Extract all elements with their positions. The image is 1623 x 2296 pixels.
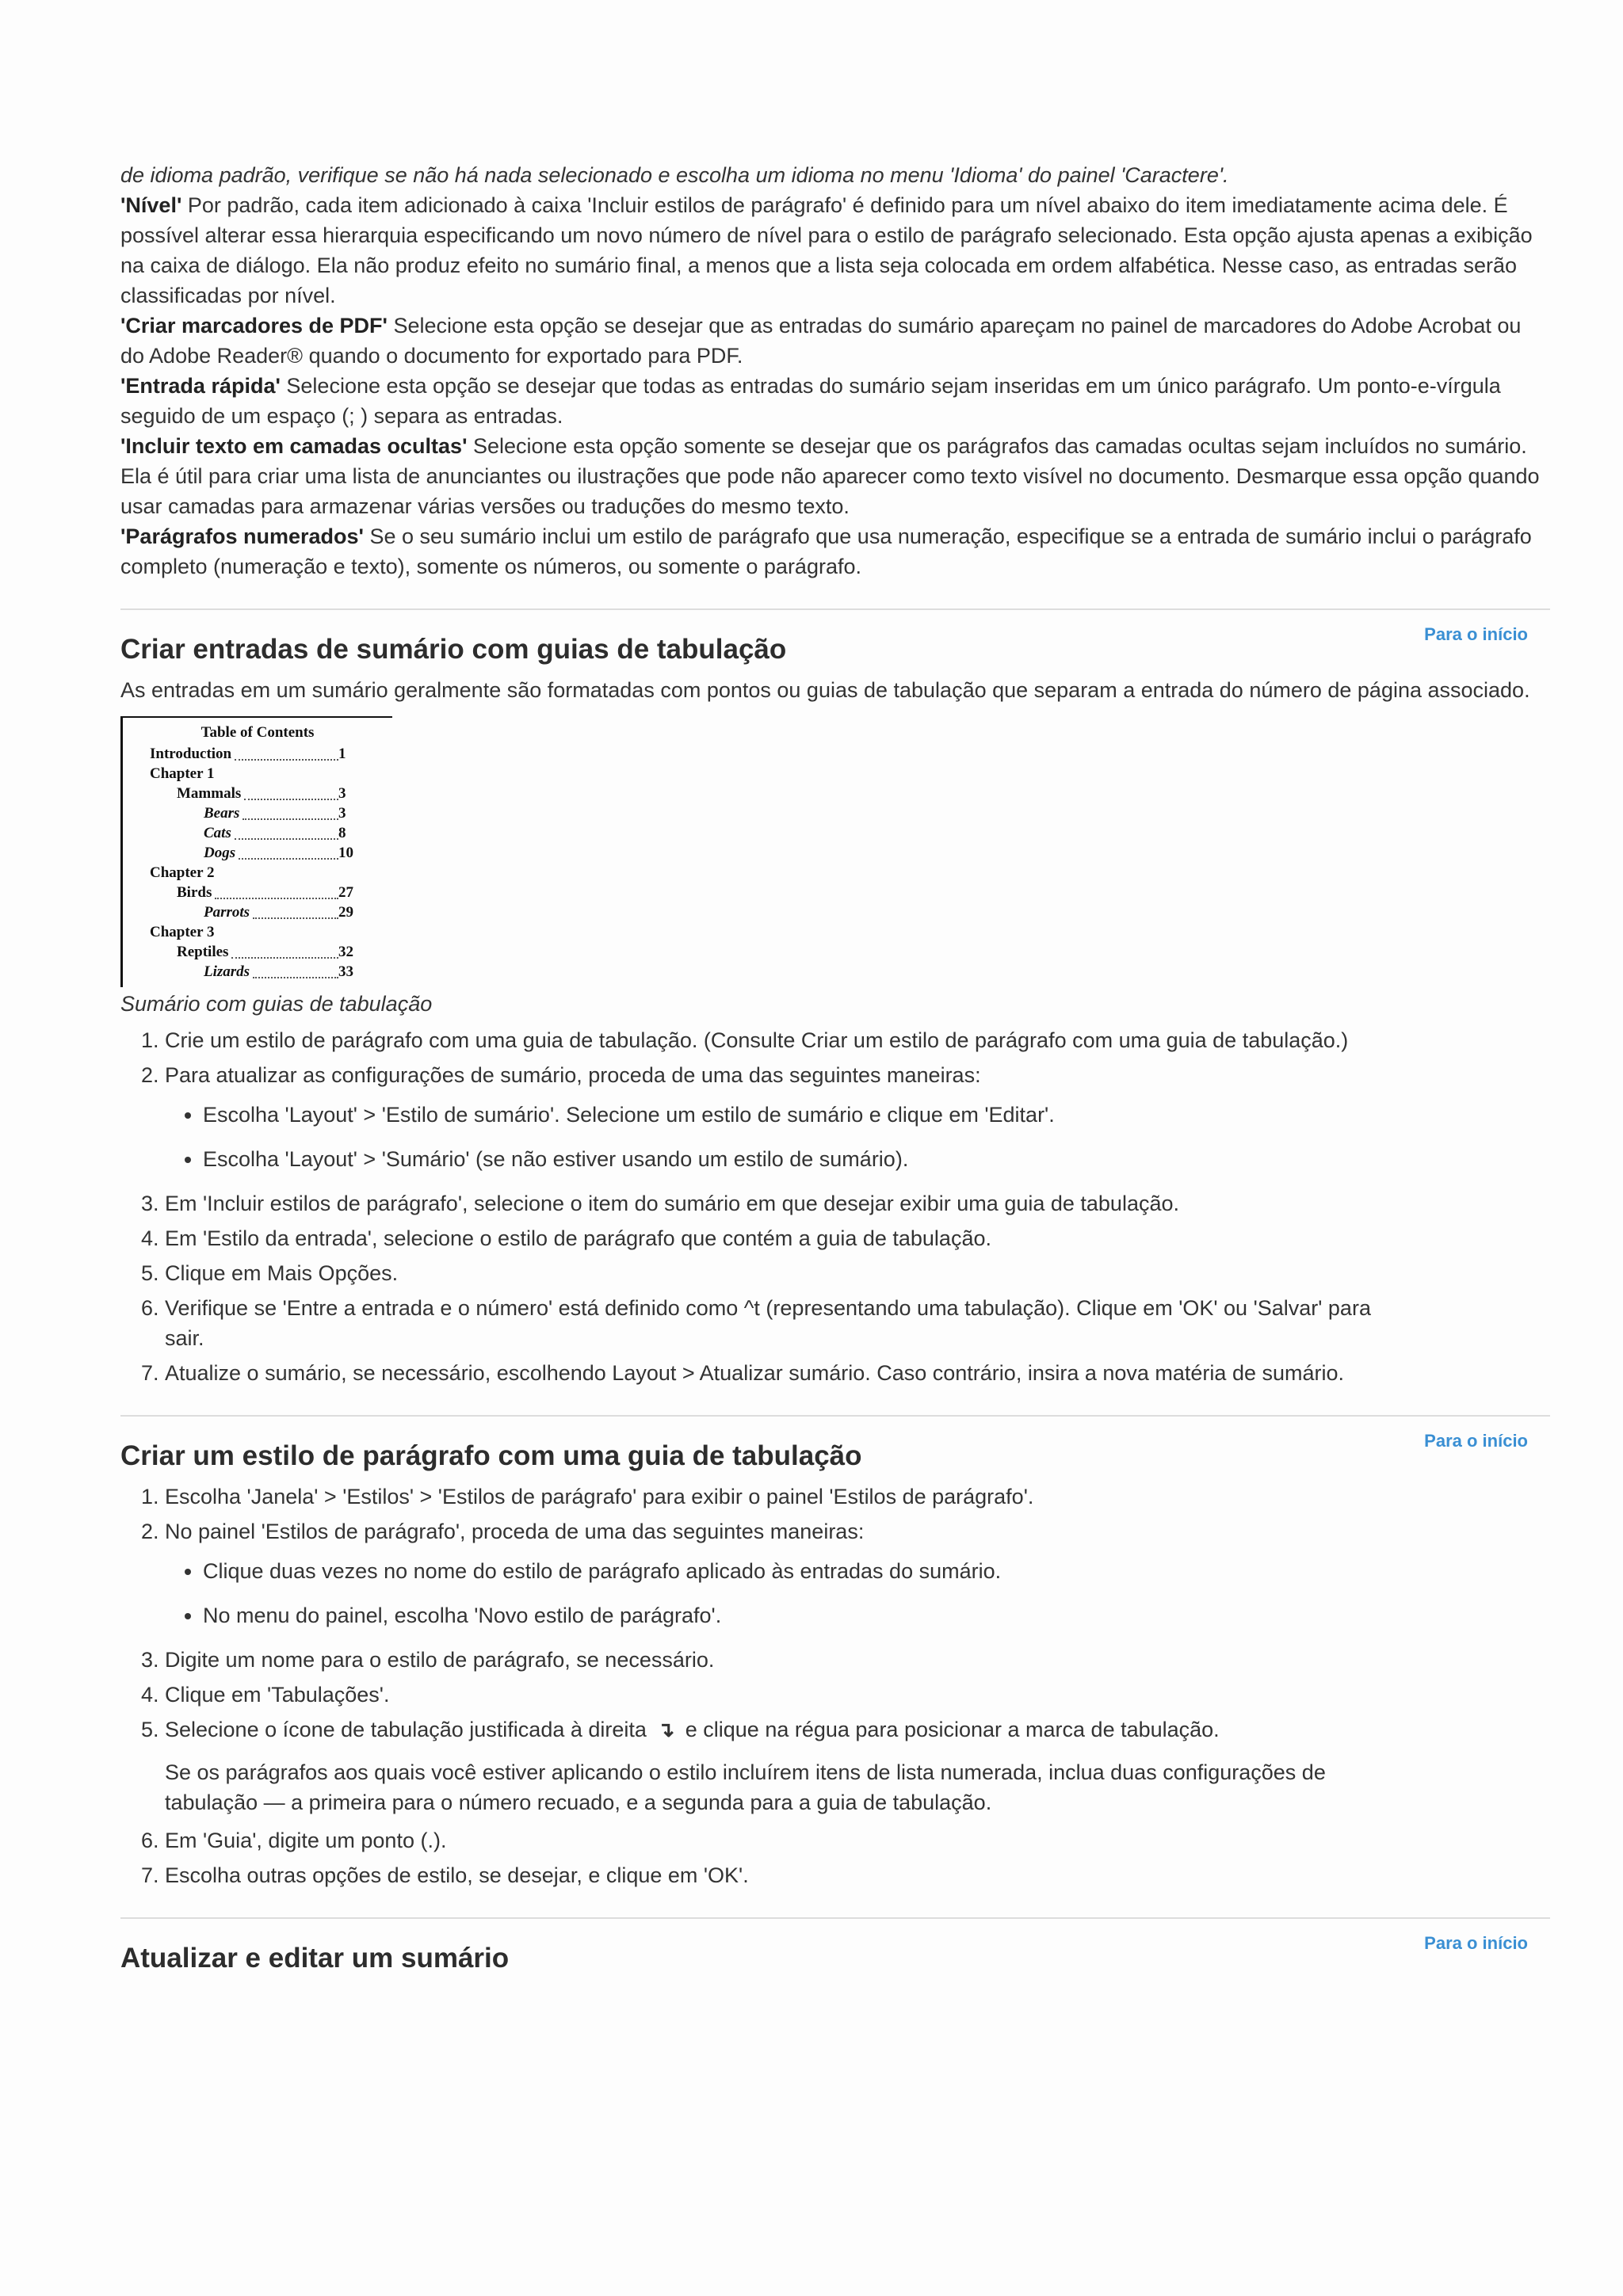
section-paragraph-style	[120, 1415, 1550, 1890]
step-item: 4. Clique em 'Tabulações'.	[165, 1680, 1401, 1710]
toc-entry-label: Lizards	[204, 963, 250, 980]
definition-term: 'Entrada rápida'	[120, 374, 281, 398]
step-item	[165, 1516, 1401, 1630]
step-text: Para atualizar as configurações de sumário, proceda de uma das seguintes maneiras:	[165, 1063, 981, 1087]
toc-row	[123, 843, 392, 863]
step-item: 3. Em 'Incluir estilos de parágrafo', selecione o item do sumário em que desejar exibir uma guia de tabulação.	[165, 1188, 1401, 1219]
section-tab-entries	[120, 608, 1550, 1388]
section-title: Criar entradas de sumário com guias de tabulação	[120, 634, 787, 665]
toc-dot-leader	[239, 838, 338, 860]
toc-row	[123, 744, 392, 764]
definition-term: 'Incluir texto em camadas ocultas'	[120, 434, 468, 458]
toc-entry-label: Parrots	[204, 904, 250, 921]
toc-page-number: 8	[338, 825, 346, 841]
figure-caption: Sumário com guias de tabulação	[120, 992, 433, 1016]
definition-entrada-rapida	[120, 371, 1550, 431]
back-to-top-link[interactable]: Para o início	[1424, 1431, 1528, 1451]
section-lead: As entradas em um sumário geralmente são formatadas com pontos ou guias de tabulação que separam a entrada do número de página associado.	[120, 678, 1530, 702]
toc-dot-leader	[215, 878, 338, 899]
section-update-toc	[120, 1917, 1550, 1978]
definition-criar-marcadores	[120, 311, 1550, 371]
toc-page-number: 27	[338, 884, 353, 901]
toc-example-image	[120, 716, 392, 987]
definition-text: Se o seu sumário inclui um estilo de parágrafo que usa numeração, especifique se a entrada de sumário inclui o parágrafo completo (numeração e texto), somente os números, ou somente o parágrafo.	[120, 524, 1532, 578]
step-text: No painel 'Estilos de parágrafo', proceda de uma das seguintes maneiras:	[165, 1520, 865, 1543]
back-to-top-link[interactable]: Para o início	[1424, 1933, 1528, 1953]
toc-dot-leader	[242, 799, 338, 820]
step-item: 7. Atualize o sumário, se necessário, escolhendo Layout > Atualizar sumário. Caso contrário, insira a nova matéria de sumário.	[165, 1358, 1401, 1388]
back-to-top-link[interactable]: Para o início	[1424, 624, 1528, 644]
step-item: 5. Clique em Mais Opções.	[165, 1258, 1401, 1288]
bullet-item: • No menu do painel, escolha 'Novo estilo de parágrafo'.	[203, 1600, 1401, 1630]
definition-term: 'Parágrafos numerados'	[120, 524, 364, 548]
content-column	[120, 160, 1550, 1978]
toc-dot-leader	[244, 779, 338, 800]
toc-dot-leader	[235, 739, 338, 761]
definition-term: 'Criar marcadores de PDF'	[120, 314, 388, 338]
definition-incluir-texto	[120, 431, 1550, 521]
step-note: Se os parágrafos aos quais você estiver aplicando o estilo incluírem itens de lista numerada, inclua duas configurações de tabulação — a primeira para o número recuado, e a segunda para a guia de tabulação.	[165, 1760, 1326, 1814]
definition-text: Por padrão, cada item adicionado à caixa 'Incluir estilos de parágrafo' é definido para um nível abaixo do item imediatamente acima dele. É possível alterar essa hierarquia especificando um novo número de nível para o estilo de parágrafo selecionado. Esta opção ajusta apenas a exibição na caixa de diálogo. Ela não produz efeito no sumário final, a menos que a lista seja colocada em ordem alfabética. Nesse caso, as entradas serão classificadas por nível.	[120, 193, 1533, 307]
definition-text: Selecione esta opção se desejar que todas as entradas do sumário sejam inseridas em um único parágrafo. Um ponto-e-vírgula seguido de um espaço (; ) separa as entradas.	[120, 374, 1501, 428]
toc-entry-label: Cats	[204, 825, 231, 841]
step-text-suffix: e clique na régua para posicionar a marca de tabulação.	[685, 1718, 1220, 1741]
toc-dot-leader	[253, 898, 338, 919]
steps-list	[120, 1482, 1550, 1890]
bullet-item: • Escolha 'Layout' > 'Estilo de sumário'. Selecione um estilo de sumário e clique em 'Editar'.	[203, 1100, 1401, 1130]
bullet-list	[165, 1556, 1401, 1630]
toc-dot-leader	[231, 937, 338, 959]
toc-entry-label: Chapter 1	[150, 765, 215, 782]
section-title: Criar um estilo de parágrafo com uma guia de tabulação	[120, 1440, 862, 1471]
step-item: 6. Verifique se 'Entre a entrada e o número' está definido como ^t (representando uma tabulação). Clique em 'OK' ou 'Salvar' para sair.	[165, 1293, 1401, 1353]
toc-entry-label: Reptiles	[177, 944, 229, 960]
section-title: Atualizar e editar um sumário	[120, 1943, 510, 1974]
step-item	[165, 1060, 1401, 1174]
bullet-item: • Clique duas vezes no nome do estilo de parágrafo aplicado às entradas do sumário.	[203, 1556, 1401, 1586]
definition-text: Selecione esta opção se desejar que as entradas do sumário apareçam no painel de marcadores do Adobe Acrobat ou do Adobe Reader® quando o documento for exportado para PDF.	[120, 314, 1522, 368]
step-text: Selecione o ícone de tabulação justificada à direita	[165, 1718, 647, 1741]
toc-entry-label: Chapter 2	[150, 864, 215, 881]
toc-page-number: 3	[338, 785, 346, 802]
toc-page-number: 3	[338, 805, 346, 822]
right-justified-tab-icon: ↴	[657, 1718, 675, 1741]
toc-dot-leader	[253, 957, 338, 978]
bullet-list	[165, 1100, 1401, 1174]
step-item: 1. Escolha 'Janela' > 'Estilos' > 'Estilos de parágrafo' para exibir o painel 'Estilos de parágrafo'.	[165, 1482, 1401, 1512]
toc-entry-label: Mammals	[177, 785, 242, 802]
definition-paragrafos-numerados	[120, 521, 1550, 582]
toc-entry-label: Dogs	[204, 845, 236, 861]
step-item: 6. Em 'Guia', digite um ponto (.).	[165, 1825, 1401, 1855]
definition-nivel	[120, 190, 1550, 311]
toc-entry-label: Chapter 3	[150, 924, 215, 940]
toc-page-number: 29	[338, 904, 353, 921]
step-item: 4. Em 'Estilo da entrada', selecione o estilo de parágrafo que contém a guia de tabulação.	[165, 1223, 1401, 1253]
toc-title: Table of Contents	[200, 724, 315, 741]
definition-term: 'Nível'	[120, 193, 182, 217]
bullet-item: • Escolha 'Layout' > 'Sumário' (se não estiver usando um estilo de sumário).	[203, 1144, 1401, 1174]
step-item	[165, 1714, 1401, 1817]
toc-entry-label: Birds	[177, 884, 212, 901]
toc-page-number: 1	[338, 746, 346, 762]
toc-dot-leader	[235, 818, 338, 840]
step-item: 7. Escolha outras opções de estilo, se desejar, e clique em 'OK'.	[165, 1860, 1401, 1890]
definition-text: Selecione esta opção somente se desejar que os parágrafos das camadas ocultas sejam incluídos no sumário. Ela é útil para criar uma lista de anunciantes ou ilustrações que pode não aparecer como texto visível no documento. Desmarque essa opção quando usar camadas para armazenar várias versões ou traduções do mesmo texto.	[120, 434, 1540, 518]
step-item: 3. Digite um nome para o estilo de parágrafo, se necessário.	[165, 1645, 1401, 1675]
toc-page-number: 10	[338, 845, 353, 861]
toc-page-number: 32	[338, 944, 353, 960]
steps-list	[120, 1025, 1550, 1388]
intro-line: de idioma padrão, verifique se não há nada selecionado e escolha um idioma no menu 'Idioma' do painel 'Caractere'.	[120, 163, 1229, 187]
toc-row	[123, 962, 392, 982]
toc-entry-label: Bears	[204, 805, 240, 822]
toc-entry-label: Introduction	[150, 746, 232, 762]
step-item: 1. Crie um estilo de parágrafo com uma guia de tabulação. (Consulte Criar um estilo de parágrafo com uma guia de tabulação.)	[165, 1025, 1401, 1055]
toc-row	[123, 902, 392, 922]
toc-page-number: 33	[338, 963, 353, 980]
